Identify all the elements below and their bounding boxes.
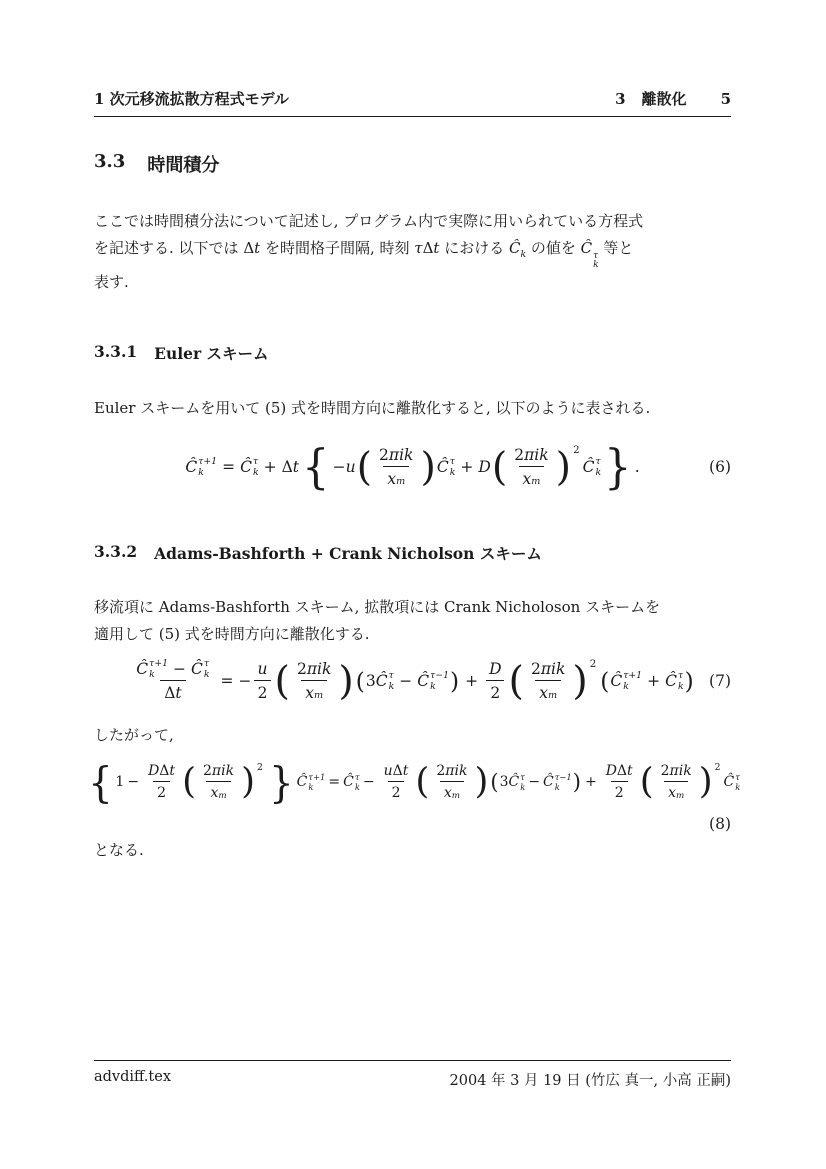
equals-sign: = xyxy=(222,458,236,477)
fraction xyxy=(510,445,552,489)
fraction xyxy=(132,659,213,703)
spacer xyxy=(137,542,154,564)
math-subscript: k xyxy=(593,259,599,270)
plus-sign: + xyxy=(647,672,661,691)
subsection-title: Euler スキーム xyxy=(154,344,269,364)
math-token: Ĉ xyxy=(191,660,203,679)
numerator xyxy=(375,445,417,466)
denominator xyxy=(383,466,409,489)
math-scripts xyxy=(355,773,360,791)
therefore-text: したがって, xyxy=(94,726,174,745)
left-paren: ( xyxy=(182,761,196,803)
minus-sign: − xyxy=(173,660,187,679)
minus-sign: − xyxy=(528,774,541,791)
math-delta-t xyxy=(243,239,260,257)
math-subscript: m xyxy=(451,790,460,801)
plus-sign: + xyxy=(263,458,277,477)
numerator: D xyxy=(489,660,502,679)
math-superscript: τ xyxy=(388,670,394,682)
spacer xyxy=(137,342,154,364)
text-segment: における xyxy=(439,239,509,257)
footer-filename: advdiff.tex xyxy=(94,1069,172,1085)
fraction xyxy=(657,762,696,802)
math-superscript: τ+1 xyxy=(149,658,169,670)
equals-sign: = xyxy=(220,672,234,691)
math-scripts xyxy=(595,457,601,477)
math-subscript: k xyxy=(554,782,560,793)
numerator xyxy=(293,659,335,680)
math-token: 2 xyxy=(296,660,307,679)
left-paren: ( xyxy=(415,761,430,803)
math-subscript: m xyxy=(676,790,685,801)
subsection-number: 3.3.2 xyxy=(94,542,138,562)
denominator: 2 xyxy=(611,781,628,802)
math-token: t xyxy=(292,458,300,477)
math-token: u xyxy=(383,763,393,780)
math-token: πik xyxy=(669,763,692,780)
denominator: 2 xyxy=(254,680,272,703)
equation-6 xyxy=(94,434,731,500)
math-subscript: m xyxy=(547,690,558,702)
math-subscript: m xyxy=(531,476,541,488)
math-token: Δ xyxy=(243,239,255,257)
fraction xyxy=(254,659,272,703)
math-scripts xyxy=(520,773,525,791)
math-scripts xyxy=(678,671,684,691)
math-token: 3 xyxy=(499,774,509,791)
right-brace: } xyxy=(268,757,294,807)
math-token: Δ xyxy=(164,684,176,703)
math-subscript: k xyxy=(354,782,360,793)
denominator xyxy=(519,466,545,489)
math-subscript: k xyxy=(388,681,395,693)
math-subscript: k xyxy=(449,467,456,479)
left-paren: ( xyxy=(355,667,365,695)
minus-sign: − xyxy=(127,774,140,791)
math-superscript: τ xyxy=(677,670,684,682)
math-subscript: m xyxy=(396,476,406,488)
math-token: Ĉ xyxy=(240,458,252,477)
right-paren: ) xyxy=(572,769,581,794)
math-token: Ĉ xyxy=(610,672,623,691)
math-token: u xyxy=(345,458,356,477)
denominator xyxy=(301,680,327,703)
math-c-hat-k xyxy=(509,239,527,260)
right-paren: ) xyxy=(450,667,460,695)
math-token: 2 xyxy=(203,763,212,780)
math-subscript: k xyxy=(198,467,204,479)
math-superscript: τ xyxy=(203,658,210,670)
header-left-title: 1 次元移流拡散方程式モデル xyxy=(94,90,289,108)
result-text: となる. xyxy=(94,841,144,860)
subsection-heading-3-3-2 xyxy=(94,542,731,564)
text-segment: 等と xyxy=(598,239,634,257)
math-token: τ xyxy=(414,239,423,257)
equation-number-7: (7) xyxy=(709,672,731,691)
numerator xyxy=(199,762,238,781)
math-token: x xyxy=(539,684,548,703)
equation-number-6: (6) xyxy=(709,458,731,477)
math-token: πik xyxy=(445,763,468,780)
numerator xyxy=(132,659,213,680)
left-brace: { xyxy=(87,757,113,807)
left-paren: ( xyxy=(491,443,508,490)
denominator: 2 xyxy=(153,781,170,802)
text-segment: の値を xyxy=(526,239,581,257)
math-token: Ĉ xyxy=(343,774,354,791)
math-exponent: 2 xyxy=(257,762,263,774)
period: . xyxy=(634,458,640,477)
math-token: Ĉ xyxy=(417,672,430,691)
subsection-title: Adams-Bashforth + Crank Nicholson スキーム xyxy=(154,544,542,564)
right-paren: ) xyxy=(555,443,572,490)
ab-paragraph xyxy=(94,594,731,648)
right-paren: ) xyxy=(420,443,436,490)
math-superscript: τ xyxy=(449,456,455,468)
math-token: πik xyxy=(306,660,332,679)
math-token: Ĉ xyxy=(665,672,677,691)
math-token: D xyxy=(605,763,617,780)
math-token: Ĉ xyxy=(723,774,735,791)
equation-8 xyxy=(87,751,741,813)
numerator xyxy=(432,762,471,781)
euler-paragraph: Euler スキームを用いて (5) 式を時間方向に離散化すると, 以下のように表される. xyxy=(94,399,651,418)
fraction xyxy=(375,445,417,489)
math-token: Δ xyxy=(159,763,170,780)
math-superscript: τ+1 xyxy=(308,772,326,783)
equation-7-body xyxy=(130,659,694,703)
math-token: x xyxy=(443,785,452,802)
header-right xyxy=(615,88,731,109)
math-subscript: k xyxy=(430,681,436,693)
math-superscript: τ−1 xyxy=(554,772,572,783)
right-paren: ) xyxy=(684,667,694,695)
math-token: D xyxy=(478,458,491,477)
left-brace: { xyxy=(302,439,330,494)
numerator xyxy=(144,762,179,781)
fraction xyxy=(485,659,505,703)
right-paren: ) xyxy=(338,657,354,704)
math-scripts xyxy=(623,671,642,691)
math-token: Ĉ xyxy=(375,672,388,691)
math-subscript: m xyxy=(218,790,227,801)
left-paren: ( xyxy=(490,769,499,794)
right-paren: ) xyxy=(698,761,713,803)
math-superscript: τ xyxy=(354,772,360,783)
denominator: 2 xyxy=(388,781,405,802)
math-subscript: k xyxy=(677,681,684,693)
math-subscript: k xyxy=(735,782,741,793)
subsection-number: 3.3.1 xyxy=(94,342,138,362)
math-token: Δ xyxy=(616,763,628,780)
math-token: Ĉ xyxy=(508,774,520,791)
numerator: u xyxy=(257,660,268,679)
subsection-heading-3-3-1 xyxy=(94,342,731,364)
right-paren: ) xyxy=(474,761,489,803)
math-superscript: τ−1 xyxy=(430,670,449,682)
numerator xyxy=(602,762,637,781)
math-exponent: 2 xyxy=(573,445,580,457)
math-subscript: k xyxy=(595,467,602,479)
math-tau-delta-t xyxy=(414,239,439,257)
math-subscript: k xyxy=(203,669,210,681)
math-token: Ĉ xyxy=(543,774,554,791)
math-token: Ĉ xyxy=(185,458,198,477)
math-token: Δ xyxy=(392,763,403,780)
section-number: 3.3 xyxy=(94,151,126,172)
math-token: 2 xyxy=(514,446,525,465)
math-subscript: k xyxy=(520,249,527,260)
numerator xyxy=(527,659,569,680)
running-header xyxy=(94,88,731,117)
fraction xyxy=(432,762,471,802)
text-segment: を記述する. 以下では xyxy=(94,239,244,257)
numerator xyxy=(380,762,413,781)
math-scripts xyxy=(555,773,572,791)
numerator xyxy=(657,762,696,781)
math-scripts xyxy=(149,659,168,679)
intro-line-3: 表す. xyxy=(94,273,129,292)
text-segment: を時間格子間隔, 時刻 xyxy=(260,239,415,257)
equation-number-8: (8) xyxy=(709,815,731,834)
spacer xyxy=(125,151,147,177)
fraction xyxy=(380,762,413,802)
fraction xyxy=(144,762,179,802)
math-subscript: k xyxy=(520,782,526,793)
math-token: t xyxy=(175,684,182,703)
header-page-number: 5 xyxy=(720,90,731,108)
fraction xyxy=(199,762,238,802)
math-scripts xyxy=(735,773,740,791)
denominator xyxy=(535,680,561,703)
math-superscript: τ+1 xyxy=(623,670,643,682)
math-token: πik xyxy=(540,660,566,679)
left-paren: ( xyxy=(274,657,290,704)
math-subscript: m xyxy=(313,690,324,702)
math-token: t xyxy=(402,763,409,780)
math-token: Ĉ xyxy=(580,239,593,257)
fraction xyxy=(293,659,335,703)
equation-6-body xyxy=(185,439,640,494)
left-paren: ( xyxy=(639,761,654,803)
math-superscript: τ xyxy=(595,456,601,468)
math-token: t xyxy=(433,239,440,257)
math-subscript: k xyxy=(149,669,155,681)
denominator: 2 xyxy=(486,680,504,703)
math-exponent: 2 xyxy=(714,762,721,774)
left-paren: ( xyxy=(508,657,524,704)
footer-date-authors: 2004 年 3 月 19 日 (竹広 真一, 小高 正嗣) xyxy=(449,1073,731,1089)
math-scripts xyxy=(198,457,217,477)
math-token: πik xyxy=(388,446,414,465)
math-token: Ĉ xyxy=(136,660,149,679)
math-token: x xyxy=(522,470,532,489)
math-token: x xyxy=(210,785,219,802)
math-superscript: τ xyxy=(735,772,740,783)
math-superscript: τ xyxy=(520,772,525,783)
math-superscript: τ xyxy=(593,250,599,261)
left-paren: ( xyxy=(600,667,610,695)
plus-sign: + xyxy=(460,458,474,477)
fraction xyxy=(602,762,637,802)
math-token: Δ xyxy=(281,458,293,477)
math-superscript: τ xyxy=(252,456,259,468)
intro-line-2 xyxy=(94,235,731,269)
plus-sign: + xyxy=(584,774,597,791)
section-heading-3-3 xyxy=(94,151,731,177)
right-brace: } xyxy=(604,439,632,494)
ab-line-2: 適用して (5) 式を時間方向に離散化する. xyxy=(94,625,370,644)
math-token: πik xyxy=(211,763,235,780)
equation-8-body xyxy=(85,757,741,807)
math-token: 3 xyxy=(365,672,376,691)
math-token: 2 xyxy=(436,763,446,780)
section-title: 時間積分 xyxy=(147,155,220,176)
math-token: D xyxy=(148,763,160,780)
math-token: Ĉ xyxy=(296,774,308,791)
math-scripts xyxy=(389,671,395,691)
minus-sign: − xyxy=(238,672,252,691)
minus-sign: − xyxy=(399,672,413,691)
minus-sign: − xyxy=(332,458,346,477)
ab-line-1: 移流項に Adams-Bashforth スキーム, 拡散項には Crank Nicholoson スキームを xyxy=(94,598,661,617)
fraction xyxy=(527,659,569,703)
equals-sign: = xyxy=(328,774,341,791)
math-scripts xyxy=(430,671,449,691)
math-subscript: k xyxy=(623,681,629,693)
math-token: t xyxy=(627,763,633,780)
math-token: t xyxy=(254,239,261,257)
math-token: 1 xyxy=(115,774,125,791)
right-paren: ) xyxy=(241,761,256,803)
numerator xyxy=(510,445,552,466)
math-subscript: k xyxy=(308,782,314,793)
math-token: 2 xyxy=(379,446,389,465)
left-paren: ( xyxy=(356,443,373,490)
plus-sign: + xyxy=(465,672,479,691)
math-token: Ĉ xyxy=(509,239,521,257)
denominator xyxy=(206,781,230,802)
intro-line-1: ここでは時間積分法について記述し, プログラム内で実際に用いられている方程式 xyxy=(94,212,644,230)
denominator xyxy=(440,781,464,802)
math-token: 2 xyxy=(530,660,541,679)
header-section-title: 離散化 xyxy=(641,90,687,108)
denominator xyxy=(160,680,185,703)
math-token: Ĉ xyxy=(582,458,595,477)
math-token: 2 xyxy=(660,763,670,780)
running-footer xyxy=(94,1060,731,1090)
math-scripts xyxy=(308,773,325,791)
math-token: x xyxy=(668,785,676,802)
math-token: Δ xyxy=(422,239,434,257)
math-token: πik xyxy=(524,446,549,465)
math-token: Ĉ xyxy=(436,458,449,477)
math-exponent: 2 xyxy=(589,659,597,671)
math-scripts xyxy=(253,457,259,477)
math-scripts xyxy=(450,457,456,477)
denominator xyxy=(664,781,688,802)
intro-paragraph xyxy=(94,208,731,296)
math-scripts xyxy=(204,659,210,679)
minus-sign: − xyxy=(362,774,375,791)
right-paren: ) xyxy=(572,657,588,704)
equation-7 xyxy=(94,650,731,712)
math-token: x xyxy=(387,470,397,489)
header-section-number: 3 xyxy=(615,90,626,108)
math-token: t xyxy=(169,763,176,780)
math-token: x xyxy=(305,684,314,703)
math-c-hat-k-tau xyxy=(580,239,599,270)
math-subscript: k xyxy=(252,467,259,479)
math-superscript: τ+1 xyxy=(198,456,218,468)
